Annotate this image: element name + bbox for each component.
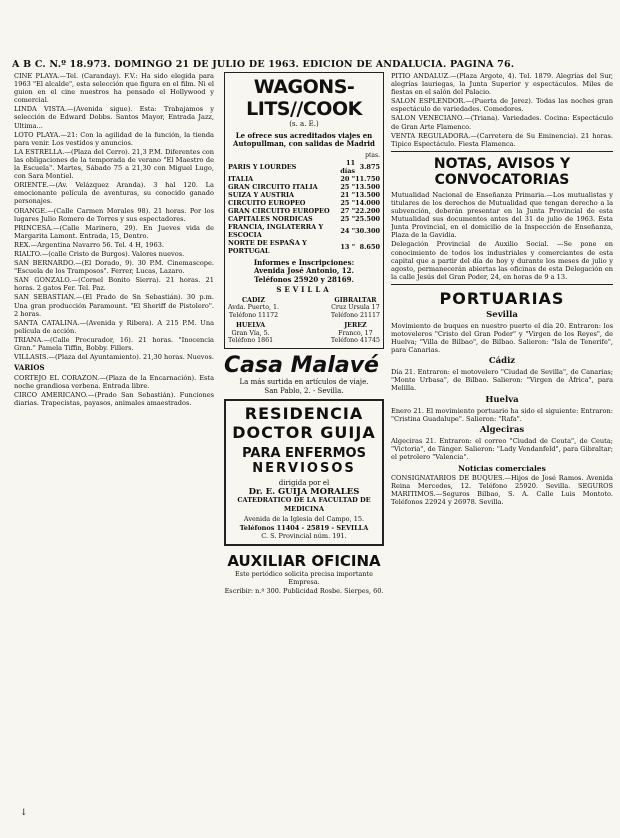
ads-column [224,72,384,832]
notas-title: NOTAS, AVISOS Y CONVOCATORIAS [433,155,571,188]
price-row [228,207,380,215]
residencia-cat: CATEDRATICO DE LA FACULTAD DE MEDICINA [237,496,371,513]
wagons-lits-ad [224,72,384,349]
branches-row-1 [228,297,380,320]
divider [391,284,613,285]
price-cell-days: 25 " [340,198,356,207]
page-header: A B C. N.º 18.973. DOMINGO 21 DE JULIO DE 1963. EDICION DE ANDALUCIA. PAGINA 76. [12,59,515,70]
port-paragraph: Movimiento de buques en nuestro puerto el día 20. Entraron: los motoveleros "Cristo del Gran Poder" y "Virgen de los Reyes", de Huelva; "Villa de Bilbao", de Bilbao. Salieron: "Isla de Tenerife", para Canarias. [391,321,613,355]
price-cell-dest: GRAN CIRCUITO EUROPEO [228,206,330,215]
price-cell-price: 11.750 [355,174,380,183]
listing-paragraph: VILLASIS.—(Plaza del Ayuntamiento). 21,30 horas. Nuevos. [14,353,214,362]
price-cell-price: 22.200 [355,206,380,215]
price-row [228,215,380,223]
listing-paragraph: TRIANA.—(Calle Procurador, 16). 21 horas. "Inocencia Gran." Pamela Tiffin, Bobby. Fillers. [14,335,214,352]
branch: JEREZ Franco, 17 Teléfono 41745 [330,321,380,345]
listing-paragraph: LA ESTRELLA.—(Plaza del Cerro). 21,3 P.M. Diferentes con las obligaciones de la temporada de verano "El Maestro de la Escuela". Martes, Sábado 75 a 21,30 con Miguel Lugo, con Sara Montiel. [14,147,214,181]
divider [391,151,613,152]
city-heading: Cádiz [488,356,516,367]
comerciales-heading: Noticias comerciales [458,464,546,473]
notice-paragraph: Mutualidad Nacional de Enseñanza Primaria.—Los mutualistas y titulares de los derechos de Mutualidad que tengan derecho a la subvención, deberán presentar en la Junta Provincial de esta Mutualidad sus documentos antes del 31 de julio de 1963. Esta Junta Provincial, en el domicilio de la Inspección de Enseñanza, Plaza de la Gavidia. [391,190,613,240]
price-cell-price: 30.300 [355,226,380,235]
listing-paragraph: ORIENTE.—(Av. Velázquez Aranda). 3 hal 120. La emocionante película de aventuras, su conocido ganado personajes. [14,181,214,206]
wagons-lead: Le ofrece sus acreditados viajes en Autopullman, con salidas de Madrid [233,130,375,148]
wagons-info: Informes e Inscripciones: [253,257,355,267]
price-cell-price: 8.650 [359,242,380,251]
residencia-dir: dirigida por el [278,479,330,488]
residencia-prov: C. S. Provincial núm. 191. [261,532,347,541]
branch: HUELVA Gran Vía, 5. Teléfono 1861 [228,321,274,345]
wagons-phones: Teléfonos 25920 y 28169. [254,274,354,284]
residencia-ad [224,399,384,546]
price-cell-dest: CAPITALES NORDICAS [228,214,313,223]
wagons-city: SEVILLA [276,285,332,294]
listing-paragraph: CIRCO AMERICANO.—(Prado San Sebastián). Funciones diarias. Trapecistas, payasos, animales amaestrados. [14,391,214,408]
footer-mark: ↓ [20,808,28,818]
price-cell-dest: PARIS Y LOURDES [228,162,297,171]
listing-paragraph: REX.—Argentina Navarro 56. Tel. 4 H, 1963. [14,240,164,249]
price-row [228,159,380,175]
price-col-label: ptas. [365,151,380,159]
listing-paragraph: SAN BERNARDO.—(El Dorado, 9). 30 P.M. Cinemascope. "Escuela de los Tramposos". Ferrer, Lucas, Lazaro. [14,259,214,276]
residencia-doctor: Dr. E. GUIJA MORALES [248,486,360,497]
residencia-for: PARA ENFERMOS [242,446,366,462]
wagons-sub: (s. a. E.) [289,120,319,128]
port-paragraph: CONSIGNATARIOS DE BUQUES.—Hijos de José Ramos. Avenida Reina Mercedes, 12. Teléfono 25920. Sevilla. SEGUROS MARITIMOS.—Seguros Bilbao, S. A. Calle Luis Montoto. Teléfonos 22924 y 26978. Sevilla. [391,474,613,507]
branches-row-2 [228,322,380,345]
residencia-name: DOCTOR GUIJA [232,423,376,443]
price-cell-dest: SUIZA Y AUSTRIA [228,190,295,199]
price-cell-price: 13.500 [355,190,380,199]
price-row [228,191,380,199]
price-cell-days: 25 " [340,214,356,223]
listing-paragraph: SAN SEBASTIAN.—(El Prado de Sn Sebastián). 30 p.m. Una gran producción Paramount. "El Sheriff de Pistolero". 2 horas. [14,293,214,318]
port-paragraph: Día 21. Entraron: el motovelero "Ciudad de Sevilla", de Canarias; "Monte Urbasa", de Bilbao. Salieron: "Virgen de África", para Melilla. [391,368,613,393]
right-column [391,72,613,832]
price-cell-days: 27 " [340,206,356,215]
malave-address: San Pablo, 2. - Sevilla. [264,386,344,395]
price-row [228,199,380,207]
price-cell-days: 11 días [340,158,356,175]
residencia-tel: Teléfonos 11404 - 25819 - SEVILLA [239,523,369,532]
listing-paragraph: CORTEJO EL CORAZON.—(Plaza de la Encarnación). Esta noche grandiosa verbena. Entrada libre. [14,374,214,391]
price-cell-price: 13.500 [355,182,380,191]
price-cell-days: 20 " [340,174,356,183]
branch: CADIZ Avda. Puerto, 1. Teléfono 11172 [228,296,279,320]
listing-paragraph: LOTO PLAYA.—21: Con la agilidad de la función, la tienda para venir. Los vestidos y anuncios. [14,130,214,147]
listing-paragraph: VENTA REGULADORA.—(Carretera de Su Eminencia). 21 horas. Tipico Espectáculo. Fiesta Flamenca. [391,131,613,148]
price-cell-dest: ITALIA [228,174,254,183]
city-heading: Sevilla [486,309,518,320]
listing-paragraph: CINE PLAYA.—Tel. (Caranday). F.V.: Ha sido elegida para 1963 "El alcalde", esta selección que figura en el film. Ni el guion en el cine nuestros ha pensado el Hollywood y comercial. [14,72,214,105]
listing-paragraph: PITIO ANDALUZ.—(Plaza Argote, 4). Tel. 1879. Alegrías del Sur, alegrías lauriegas, la Junta Superior y espectáculos. Miles de fiestas en el salón del Palacio. [391,72,613,97]
city-heading: Algeciras [479,424,525,435]
price-cell-dest: GRAN CIRCUITO ITALIA [228,182,318,191]
listing-paragraph: PRINCESA.—(Calle Marinera, 29). En Jueves vida de Margarita Lamont. Entrada, 15, Dentro. [14,223,214,240]
listing-paragraph: SANTA CATALINA.—(Avenida y Ribera). A 215 P.M. Una película de acción. [14,318,214,335]
price-table [228,159,380,255]
notice-paragraph: Delegación Provincial de Auxilio Social. —Se pone en conocimiento de todos los industriales y comerciantes de esta capital que a partir del día de hoy y durante los meses de julio y agosto, permanecerán abiertas las oficinas de esta Delegación en la calle Jesús del Gran Poder, 24, en horas de 9 a 13. [391,240,613,281]
city-heading: Huelva [485,394,519,405]
section-heading: VARIOS [14,363,45,373]
listing-paragraph: ORANGE.—(Calle Carmen Morales 98). 21 horas. Por los lugares Julio Romero de Torres y sus espectadores. [14,206,214,223]
port-paragraph: Algeciras 21. Entraron: el correo "Ciudad de Ceuta", de Ceuta; "Victoria", de Tánger. Salieron: "Lady Vendanfeld", para Gibraltar; el petrolero "Valencia". [391,436,613,461]
auxiliar-ad [224,552,384,596]
price-row [228,223,380,239]
price-cell-price: 3.875 [359,162,380,171]
malave-line: La más surtida en artículos de viaje. [239,378,369,387]
listing-paragraph: SAN GONZALO.—(Cornel Bonito Sierra). 21 horas. 21 horas. 2 gatos Fer. Tel. Paz. [14,276,214,293]
portuarias-title: PORTUARIAS [439,288,565,308]
residencia-title: RESIDENCIA [244,404,364,424]
auxiliar-line1: Este periódico solicita precisa importante Empresa. [235,569,373,587]
listing-paragraph: SALON ESPLENDOR.—(Puerta de Jerez). Todas las noches gran espectáculo de variedades. Comedores. [391,97,613,114]
price-cell-price: 25.500 [355,214,380,223]
wagons-lits-logo: WAGONS-LITS//COOK [246,76,362,120]
price-cell-days: 25 " [340,182,356,191]
price-row [228,239,380,255]
listing-paragraph: LINDA VISTA.—(Avenida sigue). Esta: Trabajamos y selección de Edward Dobbs. Santos Mayor, Entrada Jazz, Ultima... [14,105,214,130]
left-column [14,72,214,832]
branch: GIBRALTAR Cruz Ursula 17 Teléfono 21117 [330,296,380,320]
price-row [228,175,380,183]
residencia-nervous: NERVIOSOS [252,461,356,477]
price-row [228,183,380,191]
wagons-address: Avenida José Antonio, 12. [254,266,354,275]
residencia-address: Avenida de la Iglesia del Campo, 15. [243,515,365,524]
listing-paragraph: RIALTO.—(calle Cristo de Burgos). Valores nuevos. [14,249,185,258]
auxiliar-line2: Escribir: n.º 300. Publicidad Rosbe. Sierpes, 60. [224,586,384,595]
price-cell-days: 21 " [340,190,356,199]
malave-title: Casa Malavé [224,353,379,379]
malave-ad [224,353,384,395]
price-cell-dest: CIRCUITO EUROPEO [228,198,306,207]
listing-paragraph: SALON VENECIANO.—(Triana). Variedades. Cocina: Espectáculo de Gran Arte Flamenco. [391,114,613,131]
price-cell-dest: NORTE DE ESPAÑA Y PORTUGAL [228,238,307,255]
price-cell-price: 14.000 [355,198,380,207]
port-paragraph: Enero 21. El movimiento portuario ha sido el siguiente: Entraron: "Cristina Guadalupe". Salieron: "Rafa". [391,406,613,423]
auxiliar-title: AUXILIAR OFICINA [227,551,381,570]
price-cell-days: 24 " [340,226,356,235]
price-cell-days: 13 " [340,242,356,251]
price-cell-dest: FRANCIA, INGLATERRA Y ESCOCIA [228,222,324,239]
